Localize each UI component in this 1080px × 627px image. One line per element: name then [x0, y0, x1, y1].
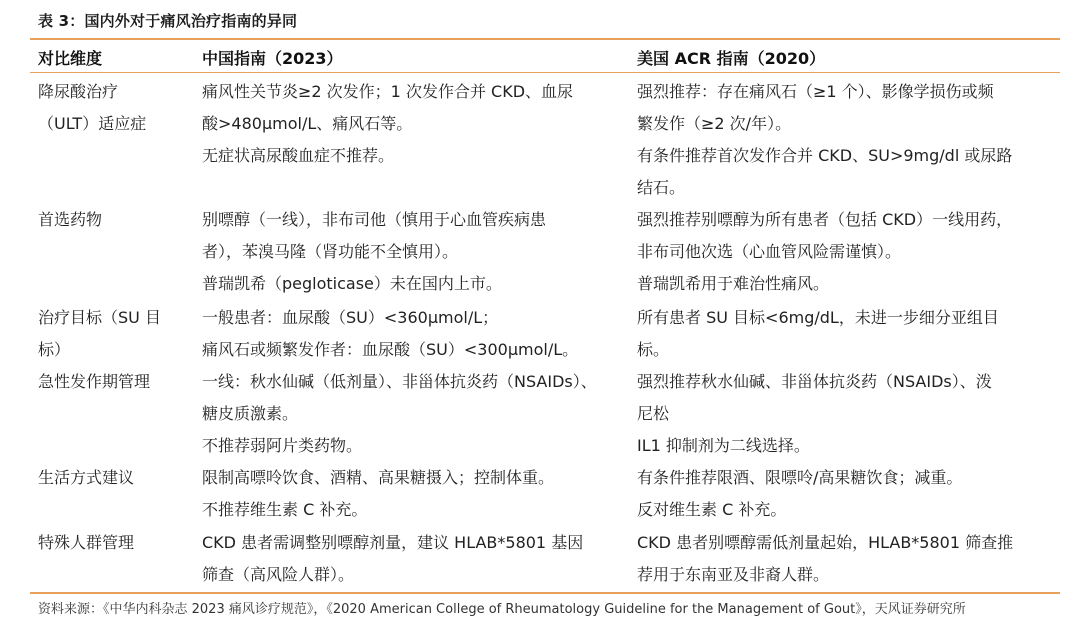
- cell-line: 生活方式建议: [38, 468, 135, 487]
- cell-line: 非布司他次选（心血管风险需谨慎）。: [637, 242, 902, 261]
- row-acr: [637, 302, 1055, 366]
- cell-line: CKD 患者别嘌醇需低剂量起始，HLAB*5801 筛查推: [637, 533, 1014, 552]
- cell-line: 不推荐弱阿片类药物。: [202, 436, 363, 455]
- table-top-rule: [30, 38, 1060, 40]
- row-china: [202, 76, 620, 172]
- cell-line: 普瑞凯希用于难治性痛风。: [637, 274, 830, 293]
- cell-line: 降尿酸治疗: [38, 82, 119, 101]
- cell-line: 首选药物: [38, 210, 103, 229]
- row-dimension: [38, 302, 188, 366]
- cell-line: 荐用于东南亚及非裔人群。: [637, 565, 830, 584]
- cell-line: 标）: [38, 340, 71, 359]
- cell-line: 结石。: [637, 178, 686, 197]
- row-dimension: [38, 204, 188, 236]
- cell-line: 所有患者 SU 目标<6mg/dL，未进一步细分亚组目: [637, 308, 999, 327]
- cell-line: CKD 患者需调整别嘌醇剂量，建议 HLAB*5801 基因: [202, 533, 584, 552]
- cell-line: 强烈推荐秋水仙碱、非甾体抗炎药（NSAIDs）、泼: [637, 372, 992, 391]
- row-dimension: [38, 76, 188, 140]
- header-acr-guideline: 美国 ACR 指南（2020）: [637, 49, 826, 68]
- row-acr: [637, 527, 1055, 591]
- cell-line: 特殊人群管理: [38, 533, 135, 552]
- cell-line: 痛风性关节炎≥2 次发作；1 次发作合并 CKD、血尿: [202, 82, 574, 101]
- cell-line: （ULT）适应症: [38, 114, 147, 133]
- cell-line: 一般患者：血尿酸（SU）<360μmol/L；: [202, 308, 499, 327]
- cell-line: 治疗目标（SU 目: [38, 308, 161, 327]
- cell-line: 痛风石或频繁发作者：血尿酸（SU）<300μmol/L。: [202, 340, 579, 359]
- cell-line: 酸>480μmol/L、痛风石等。: [202, 114, 413, 133]
- cell-line: 一线：秋水仙碱（低剂量）、非甾体抗炎药（NSAIDs）、: [202, 372, 597, 391]
- cell-line: 普瑞凯希（pegloticase）未在国内上市。: [202, 274, 502, 293]
- row-acr: [637, 462, 1055, 526]
- row-dimension: [38, 527, 188, 559]
- row-china: [202, 302, 620, 366]
- table-caption: 表 3：国内外对于痛风治疗指南的异同: [38, 12, 298, 30]
- row-china: [202, 366, 620, 462]
- cell-line: 不推荐维生素 C 补充。: [202, 500, 368, 519]
- cell-line: 繁发作（≥2 次/年）。: [637, 114, 792, 133]
- cell-line: 标。: [637, 340, 670, 359]
- cell-line: 限制高嘌呤饮食、酒精、高果糖摄入；控制体重。: [202, 468, 555, 487]
- header-bottom-rule: [30, 72, 1060, 73]
- row-dimension: [38, 366, 188, 398]
- cell-line: 强烈推荐别嘌醇为所有患者（包括 CKD）一线用药，: [637, 210, 1013, 229]
- cell-line: 反对维生素 C 补充。: [637, 500, 787, 519]
- row-china: [202, 527, 620, 591]
- cell-line: IL1 抑制剂为二线选择。: [637, 436, 810, 455]
- cell-line: 别嘌醇（一线），非布司他（慎用于心血管疾病患: [202, 210, 547, 229]
- row-dimension: [38, 462, 188, 494]
- cell-line: 强烈推荐：存在痛风石（≥1 个）、影像学损伤或频: [637, 82, 994, 101]
- header-dimension: 对比维度: [38, 49, 103, 68]
- row-acr: [637, 366, 1055, 462]
- cell-line: 有条件推荐限酒、限嘌呤/高果糖饮食；减重。: [637, 468, 963, 487]
- cell-line: 者），苯溴马隆（肾功能不全慎用）。: [202, 242, 459, 261]
- table-bottom-rule: [30, 592, 1060, 594]
- row-acr: [637, 204, 1055, 300]
- cell-line: 糖皮质激素。: [202, 404, 299, 423]
- cell-line: 尼松: [637, 404, 670, 423]
- cell-line: 有条件推荐首次发作合并 CKD、SU>9mg/dl 或尿路: [637, 146, 1013, 165]
- cell-line: 筛查（高风险人群）。: [202, 565, 355, 584]
- row-china: [202, 462, 620, 526]
- source-note: 资料来源：《中华内科杂志 2023 痛风诊疗规范》，《2020 American College of Rheumatology Guideline for the Management of Gout》，天风证券研究所: [38, 602, 966, 617]
- header-china-guideline: 中国指南（2023）: [202, 49, 343, 68]
- row-acr: [637, 76, 1055, 204]
- row-china: [202, 204, 620, 300]
- cell-line: 急性发作期管理: [38, 372, 151, 391]
- cell-line: 无症状高尿酸血症不推荐。: [202, 146, 395, 165]
